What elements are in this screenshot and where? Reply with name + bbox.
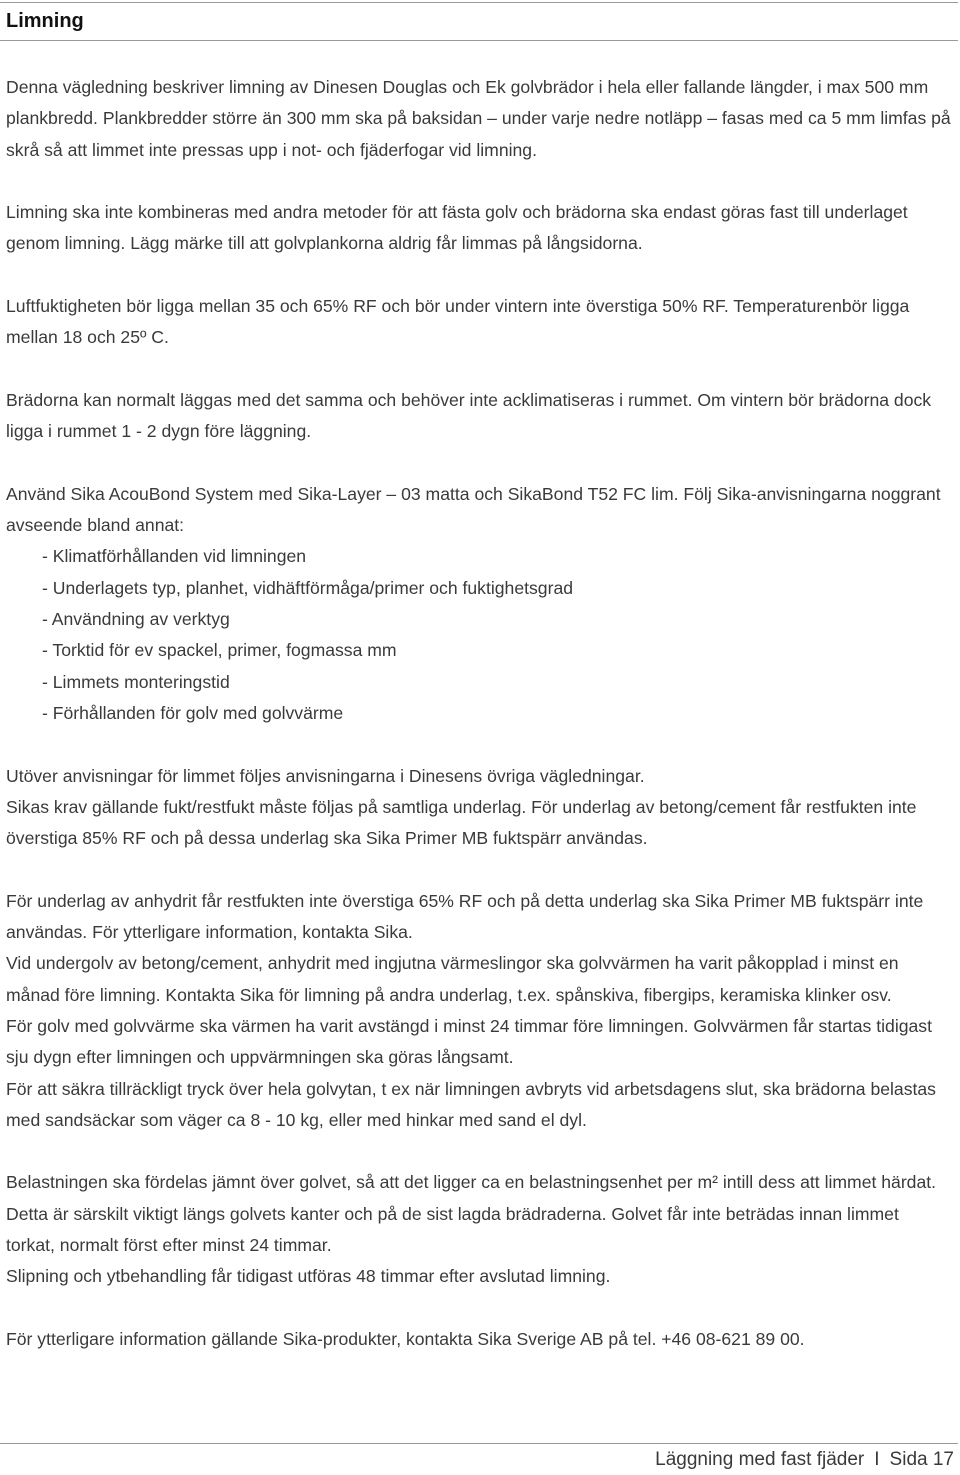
- list-item: - Underlagets typ, planhet, vidhäftförmåga/primer och fuktighetsgrad: [42, 577, 574, 598]
- paragraph-moisture-concrete: Sikas krav gällande fukt/restfukt måste följas på samtliga underlag. För underlag av betong/cement får restfukten inte överstiga 85% RF och på dessa underlag ska Sika Primer MB fuktspärr användas.: [6, 796, 917, 849]
- page-title: Limning: [6, 10, 84, 32]
- paragraph-sanding: Slipning och ytbehandling får tidigast utföras 48 timmar efter avslutad limning.: [6, 1266, 611, 1287]
- footer-separator: I: [874, 1449, 880, 1470]
- paragraph-floor-heating-off: För golv med golvvärme ska värmen ha varit avstängd i minst 24 timmar före limningen. Golvvärmen får startas tidigast sju dygn efter limningen och uppvärmningen ska göras långsamt.: [6, 1015, 932, 1068]
- paragraph-acclimatization: Brädorna kan normalt läggas med det samma och behöver inte acklimatiseras i rummet. Om vintern bör brädorna dock ligga i rummet 1 - 2 dygn före läggning.: [6, 389, 932, 442]
- top-rule: [0, 2, 958, 3]
- paragraph-anhydrite: För underlag av anhydrit får restfukten inte överstiga 65% RF och på detta underlag ska Sika Primer MB fuktspärr inte användas. För ytterligare information, kontakta Sika.: [6, 890, 924, 943]
- paragraph-no-combination: Limning ska inte kombineras med andra metoder för att fästa golv och brädorna ska endast göras fast till underlaget genom limning. Lägg märke till att golvplankorna aldrig får limmas på långsidorna.: [6, 202, 908, 254]
- paragraph-sika-system: Använd Sika AcouBond System med Sika-Layer – 03 matta och SikaBond T52 FC lim. Följ Sika-anvisningarna noggrant avseende bland annat:: [6, 483, 941, 536]
- list-item: - Användning av verktyg: [42, 609, 230, 630]
- list-item: - Klimatförhållanden vid limningen: [42, 546, 307, 567]
- paragraph-floor-heating-on: Vid undergolv av betong/cement, anhydrit med ingjutna värmeslingor ska golvvärmen ha varit påkopplad i minst en månad före limning. Kontakta Sika för limning på andra underlag, t.ex. spånskiva, fibergips, keramiska klinker osv.: [6, 953, 899, 1005]
- paragraph-intro: Denna vägledning beskriver limning av Dinesen Douglas och Ek golvbrädor i hela eller fallande längder, i max 500 mm plankbredd. Plankbredder större än 300 mm ska på baksidan – under varje nedre notläpp – fasas med ca 5 mm limfas på skrå så att limmet inte pressas upp i not- och fjäderfogar vid limning.: [6, 77, 951, 160]
- paragraph-pressure: För att säkra tillräckligt tryck över hela golvytan, t ex när limningen avbryts vid arbetsdagens slut, ska brädorna belastas med sandsäckar som väger ca 8 - 10 kg, eller med hinkar med sand el dyl.: [6, 1078, 936, 1130]
- list-item: - Torktid för ev spackel, primer, fogmassa mm: [42, 640, 397, 661]
- paragraph-other-guides: Utöver anvisningar för limmet följes anvisningarna i Dinesens övriga vägledningar.: [6, 765, 645, 786]
- body-text: [6, 72, 952, 1386]
- title-rule: [0, 40, 958, 41]
- paragraph-contact: För ytterligare information gällande Sika-produkter, kontakta Sika Sverige AB på tel. +46 08-621 89 00.: [6, 1328, 805, 1349]
- footer-rule: [0, 1443, 958, 1444]
- page-footer: [655, 1449, 954, 1471]
- paragraph-humidity: Luftfuktigheten bör ligga mellan 35 och 65% RF och bör under vintern inte överstiga 50% RF. Temperaturenbör ligga mellan 18 och 25º C.: [6, 296, 910, 348]
- list-item: - Förhållanden för golv med golvvärme: [42, 702, 344, 723]
- page-number: Sida 17: [889, 1449, 954, 1470]
- footer-section: Läggning med fast fjäder: [655, 1449, 865, 1470]
- list-item: - Limmets monteringstid: [42, 671, 230, 692]
- paragraph-load-distribution: Belastningen ska fördelas jämnt över golvet, så att det ligger ca en belastningsenhet per m² intill dess att limmet härdat. Detta är särskilt viktigt längs golvets kanter och på de sist lagda brädraderna. Golvet får inte beträdas innan limmet torkat, normalt först efter minst 24 timmar.: [6, 1172, 937, 1255]
- sika-instructions-list: [6, 541, 952, 729]
